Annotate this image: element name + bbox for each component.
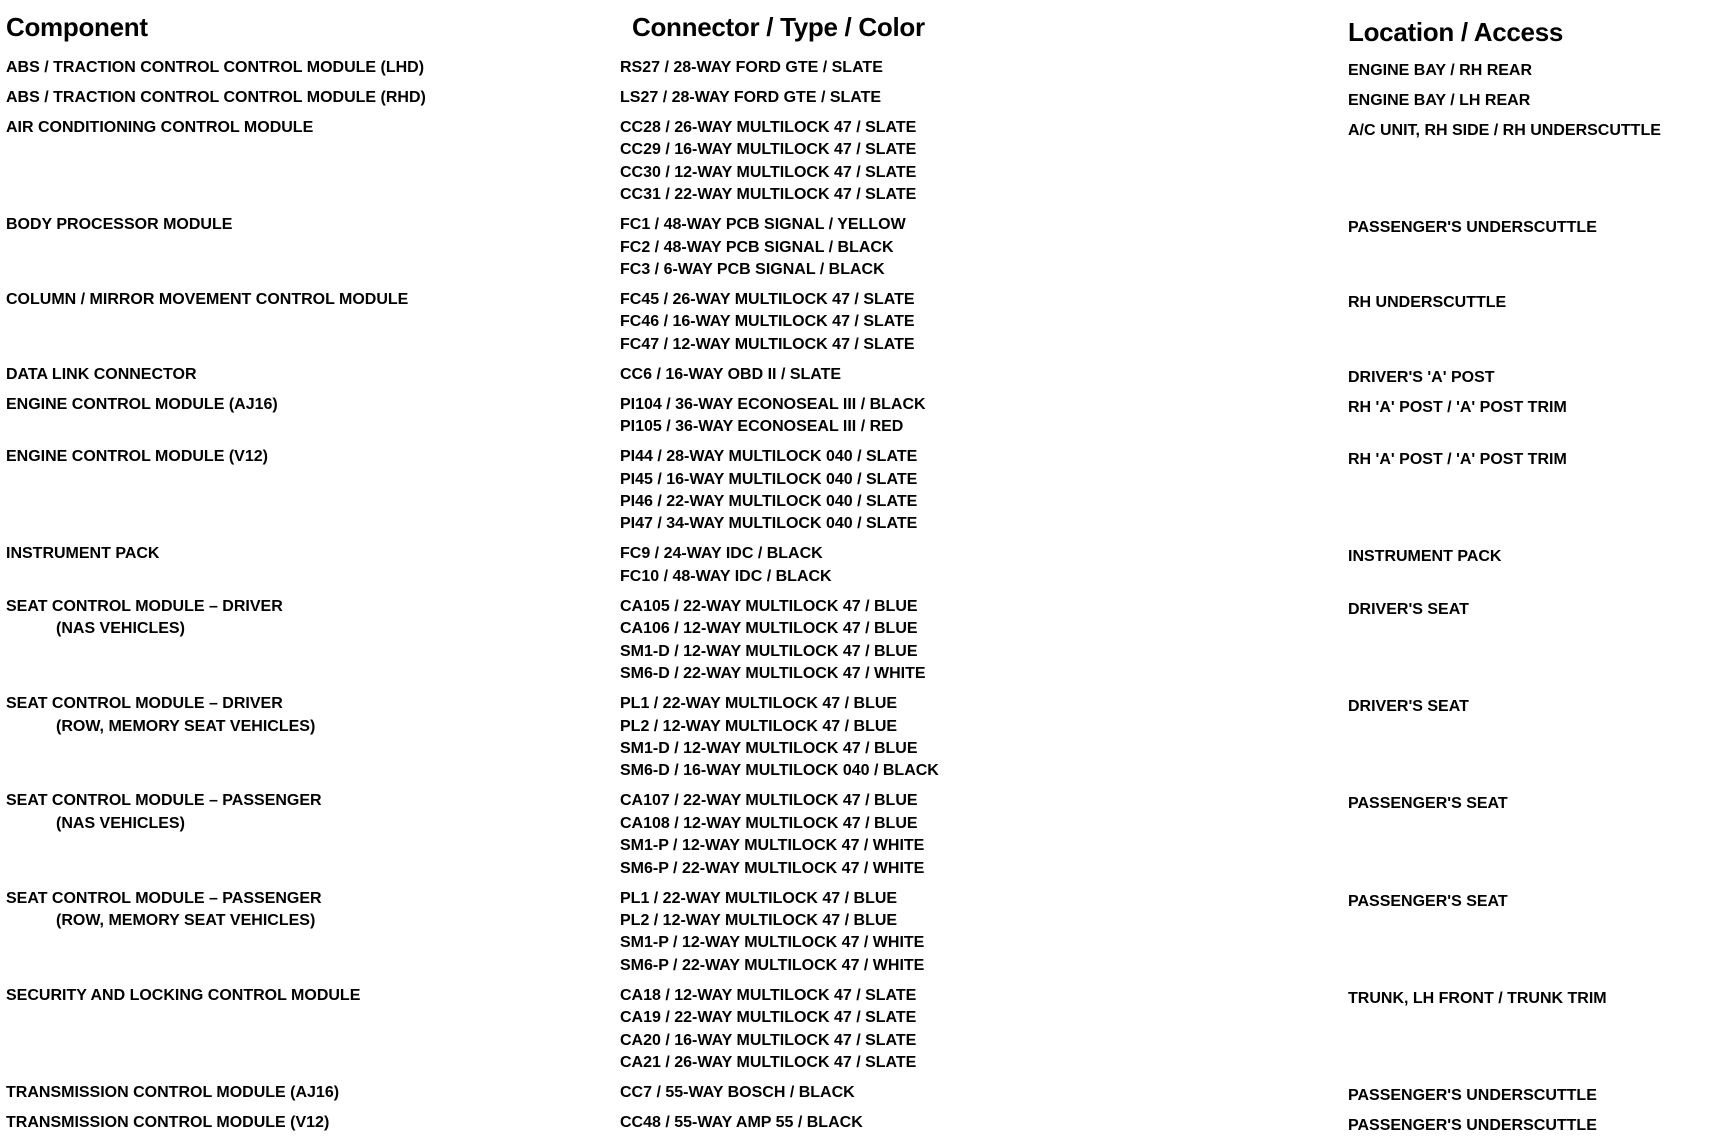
table-row [0, 446, 1722, 536]
connector-line: CC28 / 26-WAY MULTILOCK 47 / SLATE [620, 119, 917, 136]
location-column-header: Location / Access [1348, 17, 1564, 47]
component-cell [6, 693, 315, 738]
component-name: ENGINE CONTROL MODULE (V12) [6, 448, 268, 466]
connector-cell [620, 57, 1722, 79]
connector-line: PI46 / 22-WAY MULTILOCK 040 / SLATE [620, 493, 918, 511]
connector-line: FC9 / 24-WAY IDC / BLACK [620, 545, 823, 563]
connector-line: CC7 / 55-WAY BOSCH / BLACK [620, 1083, 855, 1101]
connector-cell [620, 364, 1722, 386]
component-name: SECURITY AND LOCKING CONTROL MODULE [6, 986, 361, 1004]
location-cell: DRIVER'S SEAT [1348, 600, 1469, 618]
connector-line: PI105 / 36-WAY ECONOSEAL III / RED [620, 418, 904, 436]
component-column-header: Component [6, 12, 148, 42]
connector-line: SM6-P / 22-WAY MULTILOCK 47 / WHITE [620, 956, 925, 974]
component-name: COLUMN / MIRROR MOVEMENT CONTROL MODULE [6, 291, 409, 309]
connector-line: SM6-D / 22-WAY MULTILOCK 47 / WHITE [620, 665, 926, 683]
connector-line: CA108 / 12-WAY MULTILOCK 47 / BLUE [620, 814, 918, 832]
component-name: ABS / TRACTION CONTROL CONTROL MODULE (LHD) [6, 59, 425, 76]
connector-line: SM1-P / 12-WAY MULTILOCK 47 / WHITE [620, 837, 925, 855]
connector-cell [620, 888, 1722, 978]
connector-line: SM1-D / 12-WAY MULTILOCK 47 / BLUE [620, 739, 918, 757]
connector-cell [620, 693, 1722, 783]
component-cell [6, 1112, 329, 1134]
component-name: TRANSMISSION CONTROL MODULE (AJ16) [6, 1083, 340, 1101]
connector-line: SM1-D / 12-WAY MULTILOCK 47 / BLUE [620, 642, 918, 660]
connector-line: FC10 / 48-WAY IDC / BLACK [620, 567, 832, 585]
component-cell [6, 364, 197, 386]
connector-cell [620, 87, 1722, 109]
connector-line: SM1-P / 12-WAY MULTILOCK 47 / WHITE [620, 934, 925, 952]
component-cell [6, 596, 283, 641]
component-name: TRANSMISSION CONTROL MODULE (V12) [6, 1113, 330, 1131]
connector-line: CA18 / 12-WAY MULTILOCK 47 / SLATE [620, 986, 917, 1004]
connector-line: CC30 / 12-WAY MULTILOCK 47 / SLATE [620, 163, 917, 181]
component-cell [6, 289, 408, 311]
connector-line: CA105 / 22-WAY MULTILOCK 47 / BLUE [620, 597, 918, 615]
location-cell: PASSENGER'S UNDERSCUTTLE [1348, 1086, 1597, 1104]
connector-line: LS27 / 28-WAY FORD GTE / SLATE [620, 89, 882, 106]
table-row [0, 1082, 1722, 1104]
connector-line: PI104 / 36-WAY ECONOSEAL III / BLACK [620, 395, 926, 413]
component-name: BODY PROCESSOR MODULE [6, 216, 233, 234]
connector-line: PI47 / 34-WAY MULTILOCK 040 / SLATE [620, 515, 918, 533]
connector-line: SM6-D / 16-WAY MULTILOCK 040 / BLACK [620, 762, 939, 780]
connector-column-header: Connector / Type / Color [632, 12, 925, 42]
table-row [0, 693, 1722, 783]
connector-line: FC1 / 48-WAY PCB SIGNAL / YELLOW [620, 216, 906, 234]
component-name: ENGINE CONTROL MODULE (AJ16) [6, 395, 278, 413]
location-cell: ENGINE BAY / RH REAR [1348, 62, 1533, 79]
connector-line: PL2 / 12-WAY MULTILOCK 47 / BLUE [620, 911, 898, 929]
table-row [0, 57, 1722, 79]
connector-line: CC48 / 55-WAY AMP 55 / BLACK [620, 1113, 863, 1131]
component-cell [6, 888, 322, 933]
location-cell: DRIVER'S 'A' POST [1348, 368, 1495, 386]
connector-line: PI44 / 28-WAY MULTILOCK 040 / SLATE [620, 448, 918, 466]
location-cell: PASSENGER'S UNDERSCUTTLE [1348, 219, 1597, 237]
location-cell: PASSENGER'S SEAT [1348, 892, 1508, 910]
table-row [0, 364, 1722, 386]
connector-line: PL2 / 12-WAY MULTILOCK 47 / BLUE [620, 717, 898, 735]
connector-line: CC29 / 16-WAY MULTILOCK 47 / SLATE [620, 141, 917, 159]
location-cell: RH UNDERSCUTTLE [1348, 294, 1507, 312]
connector-line: CA106 / 12-WAY MULTILOCK 47 / BLUE [620, 620, 918, 638]
connector-line: CC6 / 16-WAY OBD II / SLATE [620, 365, 842, 383]
table-row [0, 214, 1722, 281]
table-row [0, 888, 1722, 978]
table-row [0, 985, 1722, 1075]
component-name: SEAT CONTROL MODULE – DRIVER [6, 695, 283, 713]
component-name: SEAT CONTROL MODULE – PASSENGER [6, 792, 322, 810]
component-cell [6, 985, 360, 1007]
component-cell [6, 214, 232, 236]
table-row [0, 289, 1722, 356]
component-cell [6, 87, 426, 109]
connector-line: PI45 / 16-WAY MULTILOCK 040 / SLATE [620, 470, 918, 488]
component-qualifier: (ROW, MEMORY SEAT VEHICLES) [56, 911, 316, 929]
location-cell: RH 'A' POST / 'A' POST TRIM [1348, 398, 1567, 416]
table-row [0, 790, 1722, 880]
connector-cell [620, 596, 1722, 686]
connector-line: PL1 / 22-WAY MULTILOCK 47 / BLUE [620, 889, 898, 907]
connector-line: CC31 / 22-WAY MULTILOCK 47 / SLATE [620, 186, 917, 204]
connector-cell [620, 790, 1722, 880]
location-cell: A/C UNIT, RH SIDE / RH UNDERSCUTTLE [1348, 122, 1661, 139]
connector-line: PL1 / 22-WAY MULTILOCK 47 / BLUE [620, 695, 898, 713]
component-qualifier: (NAS VEHICLES) [56, 620, 185, 638]
component-name: SEAT CONTROL MODULE – PASSENGER [6, 889, 322, 907]
connector-table [0, 57, 1722, 1142]
location-cell: DRIVER'S SEAT [1348, 698, 1469, 716]
location-cell: PASSENGER'S UNDERSCUTTLE [1348, 1116, 1597, 1134]
location-cell: INSTRUMENT PACK [1348, 548, 1502, 566]
connector-line: FC45 / 26-WAY MULTILOCK 47 / SLATE [620, 291, 915, 309]
table-row [0, 87, 1722, 109]
connector-line: FC46 / 16-WAY MULTILOCK 47 / SLATE [620, 313, 915, 331]
component-cell [6, 543, 159, 565]
component-name: SEAT CONTROL MODULE – DRIVER [6, 597, 283, 615]
connector-line: SM6-P / 22-WAY MULTILOCK 47 / WHITE [620, 859, 925, 877]
table-row [0, 1112, 1722, 1134]
component-cell [6, 1082, 339, 1104]
component-name: AIR CONDITIONING CONTROL MODULE [6, 119, 314, 136]
connector-cell [620, 289, 1722, 356]
component-cell [6, 446, 268, 468]
component-cell [6, 790, 322, 835]
table-row [0, 117, 1722, 207]
location-cell: TRUNK, LH FRONT / TRUNK TRIM [1348, 989, 1607, 1007]
component-name: INSTRUMENT PACK [6, 545, 160, 563]
component-cell [6, 57, 424, 79]
location-cell: RH 'A' POST / 'A' POST TRIM [1348, 451, 1567, 469]
location-cell: ENGINE BAY / LH REAR [1348, 92, 1531, 109]
component-qualifier: (NAS VEHICLES) [56, 814, 185, 832]
component-name: ABS / TRACTION CONTROL CONTROL MODULE (RHD) [6, 89, 426, 106]
connector-line: CA19 / 22-WAY MULTILOCK 47 / SLATE [620, 1009, 917, 1027]
connector-line: CA20 / 16-WAY MULTILOCK 47 / SLATE [620, 1031, 917, 1049]
connector-line: CA107 / 22-WAY MULTILOCK 47 / BLUE [620, 792, 918, 810]
connector-line: FC47 / 12-WAY MULTILOCK 47 / SLATE [620, 335, 915, 353]
location-cell: PASSENGER'S SEAT [1348, 795, 1508, 813]
connector-cell [620, 543, 1722, 588]
component-name: DATA LINK CONNECTOR [6, 365, 197, 383]
table-row [0, 394, 1722, 439]
component-qualifier: (ROW, MEMORY SEAT VEHICLES) [56, 717, 316, 735]
connector-line: FC3 / 6-WAY PCB SIGNAL / BLACK [620, 261, 885, 279]
component-cell [6, 394, 278, 416]
table-row [0, 596, 1722, 686]
connector-line: RS27 / 28-WAY FORD GTE / SLATE [620, 59, 883, 76]
connector-line: CA21 / 26-WAY MULTILOCK 47 / SLATE [620, 1053, 917, 1071]
component-cell [6, 117, 313, 139]
connector-line: FC2 / 48-WAY PCB SIGNAL / BLACK [620, 238, 894, 256]
table-row [0, 543, 1722, 588]
